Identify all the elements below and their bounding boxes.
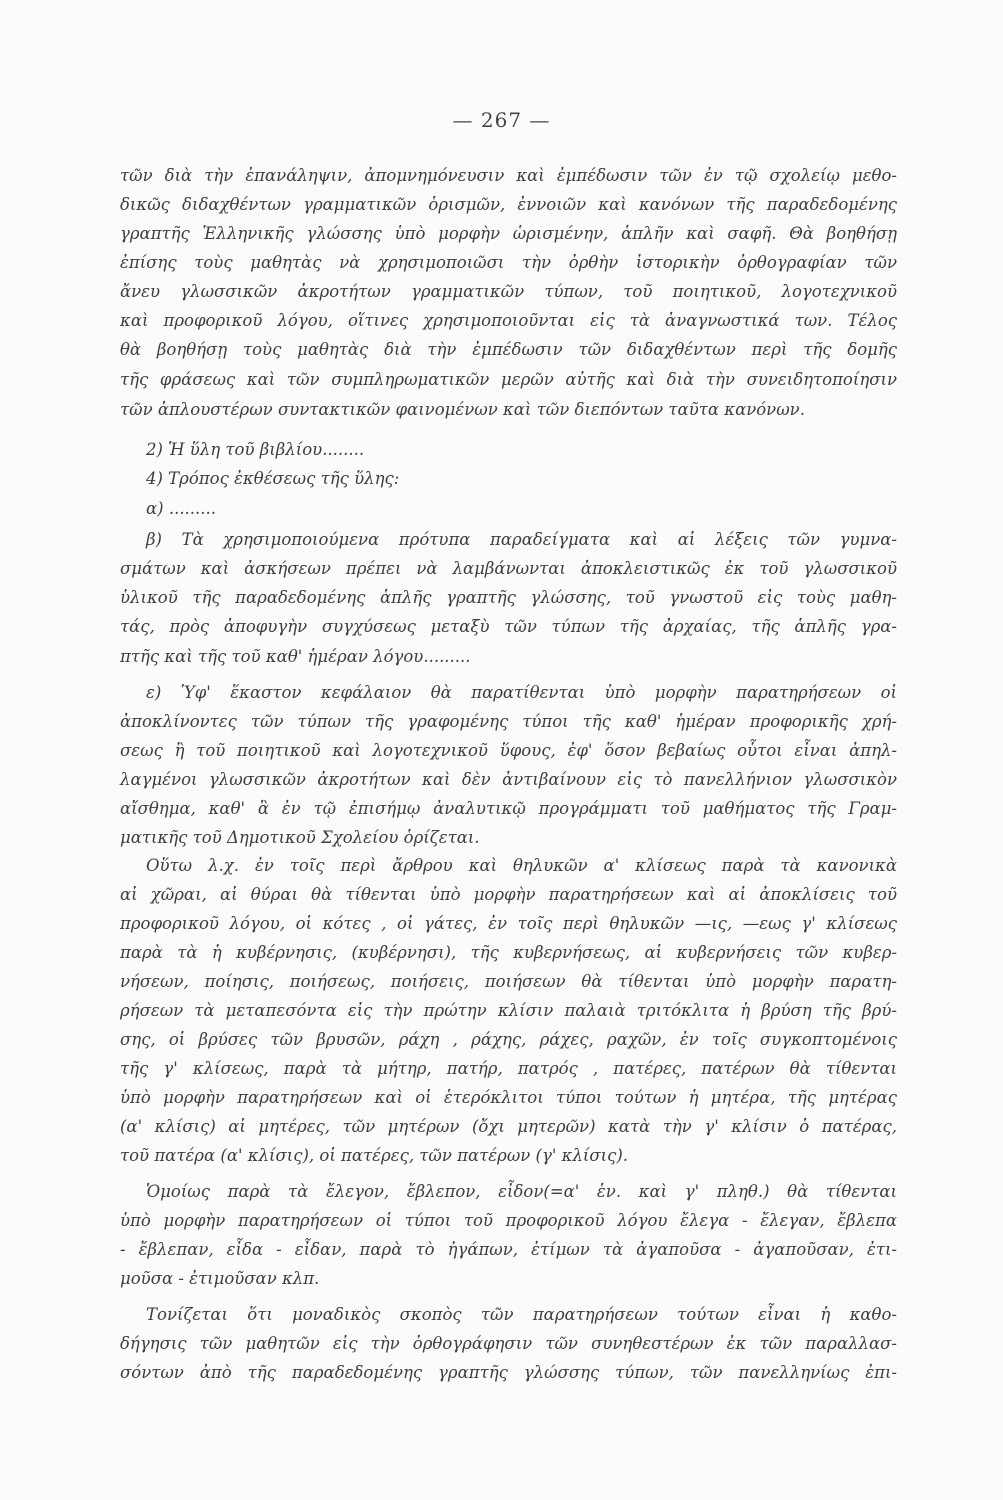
text-line: μοῦσα - ἐτιμοῦσαν κλπ. [120,1269,320,1288]
text-line: ὑπὸ μορφὴν παρατηρήσεων καὶ οἱ ἑτερόκλιτοι τύποι τούτων ἡ μητέρα, τῆς μητέρας [120,1088,897,1107]
page-number: — 267 — [452,108,551,132]
text-line: τῶν ἁπλουστέρων συντακτικῶν φαινομένων καὶ τῶν διεπόντων ταῦτα κανόνων. [120,400,805,419]
text-line: ὑπὸ μορφὴν παρατηρήσεων οἱ τύποι τοῦ προφορικοῦ λόγου ἔλεγα - ἔλεγαν, ἔβλεπα [120,1211,897,1230]
text-line: προφορικοῦ λόγου, οἱ κότες , οἱ γάτες, ἐν τοῖς περὶ θηλυκῶν —ις, —εως γ' κλίσεως [120,914,897,933]
text-line: τῆς φράσεως καὶ τῶν συμπληρωματικῶν μερῶν αὐτῆς καὶ διὰ τὴν συνειδητοποίησιν [120,370,897,389]
text-line: γραπτῆς Ἑλληνικῆς γλώσσης ὑπὸ μορφὴν ὡρισμένην, ἁπλῆν καὶ σαφῆ. Θὰ βοηθήσῃ [120,224,897,243]
text-line: Ὁμοίως παρὰ τὰ ἔλεγον, ἔβλεπον, εἶδον(=α' ἑν. καὶ γ' πληθ.) θὰ τίθενται [146,1182,897,1201]
text-line: αἱ χῶραι, αἱ θύραι θὰ τίθενται ὑπὸ μορφὴν παρατηρήσεων καὶ αἱ ἀποκλίσεις τοῦ [120,885,897,904]
text-line: ἐπίσης τοὺς μαθητὰς νὰ χρησιμοποιῶσι τὴν ὀρθὴν ἱστορικὴν ὀρθογραφίαν τῶν [120,253,897,272]
text-line: ἄνευ γλωσσικῶν ἀκροτήτων γραμματικῶν τύπων, τοῦ ποιητικοῦ, λογοτεχνικοῦ [120,282,897,301]
text-line: β) Τὰ χρησιμοποιούμενα πρότυπα παραδείγματα καὶ αἱ λέξεις τῶν γυμνα- [146,530,897,549]
text-line: λαγμένοι γλωσσικῶν ἀκροτήτων καὶ δὲν ἀντιβαίνουν εἰς τὸ πανελλήνιον γλωσσικὸν [120,770,897,789]
text-line: (α' κλίσις) αἱ μητέρες, τῶν μητέρων (ὄχι μητερῶν) κατὰ τὴν γ' κλίσιν ὁ πατέρας, [120,1117,897,1136]
text-line: ὑλικοῦ τῆς παραδεδομένης ἁπλῆς γραπτῆς γλώσσης, τοῦ γνωστοῦ εἰς τοὺς μαθη- [120,588,897,607]
text-line: δικῶς διδαχθέντων γραμματικῶν ὁρισμῶν, ἐννοιῶν καὶ κανόνων τῆς παραδεδομένης [120,195,897,214]
text-line: ἀποκλίνοντες τῶν τύπων τῆς γραφομένης τύποι τῆς καθ' ἡμέραν προφορικῆς χρή- [120,712,897,731]
text-line: τοῦ πατέρα (α' κλίσις), οἱ πατέρες, τῶν πατέρων (γ' κλίσις). [120,1146,629,1165]
text-line: ρήσεων τὰ μεταπεσόντα εἰς τὴν πρώτην κλίσιν παλαιὰ τριτόκλιτα ἡ βρύση τῆς βρύ- [120,1001,897,1020]
text-line: νήσεων, ποίησις, ποιήσεως, ποιήσεις, ποιήσεων θὰ τίθενται ὑπὸ μορφὴν παρατη- [120,972,897,991]
text-line: τάς, πρὸς ἀποφυγὴν συγχύσεως μεταξὺ τῶν τύπων τῆς ἀρχαίας, τῆς ἁπλῆς γρα- [120,617,897,636]
list-item-heading: α) ......... [146,499,217,518]
text-line: θὰ βοηθήσῃ τοὺς μαθητὰς διὰ τὴν ἐμπέδωσιν τῶν διδαχθέντων περὶ τῆς δομῆς [120,340,897,359]
text-line: ματικῆς τοῦ Δημοτικοῦ Σχολείου ὁρίζεται. [120,828,480,847]
text-line: σόντων ἀπὸ τῆς παραδεδομένης γραπτῆς γλώσσης τύπων, τῶν πανελληνίως ἐπι- [120,1363,897,1382]
text-line: ε) Ὑφ' ἕκαστον κεφάλαιον θὰ παρατίθενται ὑπὸ μορφὴν παρατηρήσεων οἱ [146,683,897,702]
list-item-heading: 2) Ἡ ὕλη τοῦ βιβλίου........ [146,440,365,459]
text-line: σης, οἱ βρύσες τῶν βρυσῶν, ράχη , ράχης, ράχες, ραχῶν, ἐν τοῖς συγκοπτομένοις [120,1030,897,1049]
text-line: παρὰ τὰ ἡ κυβέρνησις, (κυβέρνησι), τῆς κυβερνήσεως, αἱ κυβερνήσεις τῶν κυβερ- [120,943,897,962]
text-line: τῆς γ' κλίσεως, παρὰ τὰ μήτηρ, πατήρ, πατρός , πατέρες, πατέρων θὰ τίθενται [120,1059,897,1078]
text-line: Τονίζεται ὅτι μοναδικὸς σκοπὸς τῶν παρατηρήσεων τούτων εἶναι ἡ καθο- [146,1305,897,1324]
text-line: σμάτων καὶ ἀσκήσεων πρέπει νὰ λαμβάνωνται ἀποκλειστικῶς ἐκ τοῦ γλωσσικοῦ [120,559,897,578]
text-line: Οὕτω λ.χ. ἐν τοῖς περὶ ἄρθρου καὶ θηλυκῶν α' κλίσεως παρὰ τὰ κανονικὰ [146,856,897,875]
text-line: καὶ προφορικοῦ λόγου, οἵτινες χρησιμοποιοῦνται εἰς τὰ ἀναγνωστικά των. Τέλος [120,311,897,330]
text-line: - ἔβλεπαν, εἶδα - εἶδαν, παρὰ τὸ ἠγάπων, ἐτίμων τὰ ἀγαποῦσα - ἀγαποῦσαν, ἐτι- [120,1240,897,1259]
list-item-heading: 4) Τρόπος ἐκθέσεως τῆς ὕλης: [146,469,400,488]
text-line: τῶν διὰ τὴν ἐπανάληψιν, ἀπομνημόνευσιν καὶ ἐμπέδωσιν τῶν ἐν τῷ σχολείῳ μεθο- [120,166,897,185]
text-line: σεως ἢ τοῦ ποιητικοῦ καὶ λογοτεχνικοῦ ὕφους, ἐφ' ὅσον βεβαίως οὗτοι εἶναι ἀπηλ- [120,741,897,760]
text-line: δήγησις τῶν μαθητῶν εἰς τὴν ὀρθογράφησιν τῶν συνηθεστέρων ἐκ τῶν παραλλασ- [120,1334,897,1353]
text-line: αἴσθημα, καθ' ἃ ἐν τῷ ἐπισήμῳ ἀναλυτικῷ προγράμματι τοῦ μαθήματος τῆς Γραμ- [120,799,897,818]
text-line: πτῆς καὶ τῆς τοῦ καθ' ἡμέραν λόγου......... [120,647,471,666]
